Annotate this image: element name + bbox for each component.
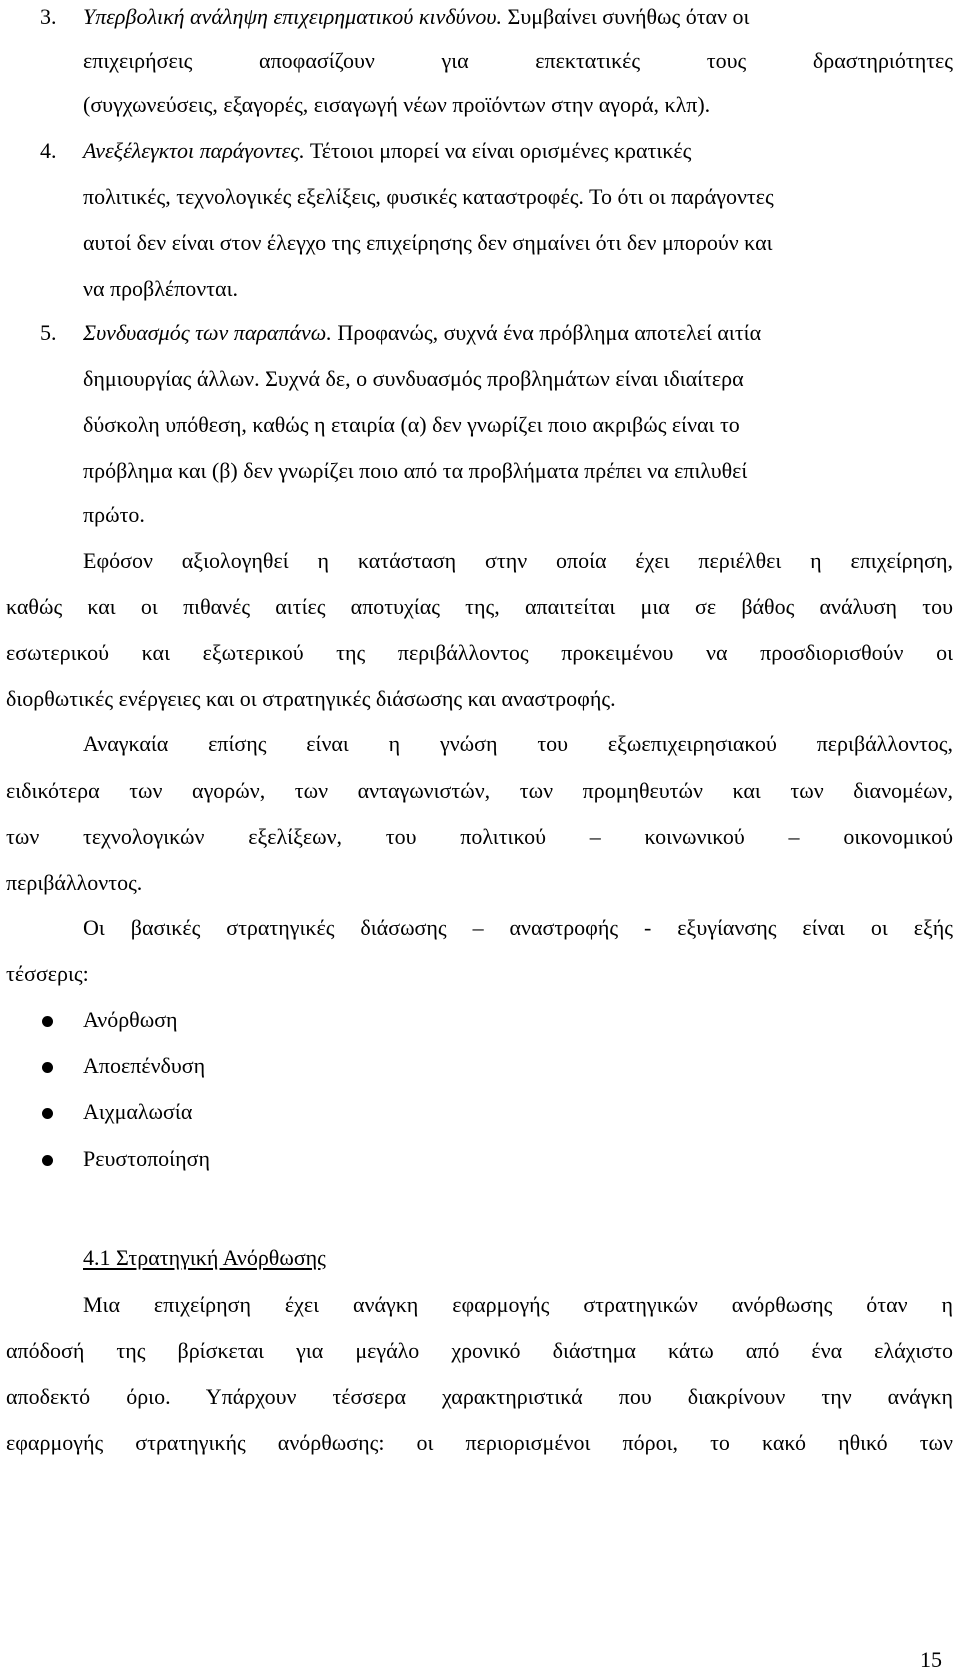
list-text: Συμβαίνει συνήθως όταν οι bbox=[507, 4, 750, 29]
list-line: επιχειρήσεις αποφασίζουν για επεκτατικές τους δραστηριότητες bbox=[83, 48, 953, 73]
list-number: 4. bbox=[40, 138, 57, 163]
bullet-icon bbox=[42, 1062, 53, 1073]
list-text: Προφανώς, συχνά ένα πρόβλημα αποτελεί αιτία bbox=[337, 320, 762, 345]
list-line: δύσκολη υπόθεση, καθώς η εταιρία (α) δεν γνωρίζει ποιο ακριβώς είναι το bbox=[83, 412, 740, 437]
section-line: εφαρμογής στρατηγικής ανόρθωσης: οι περιορισμένοι πόροι, το κακό ηθικό των bbox=[6, 1430, 953, 1455]
list-item-5-first-line bbox=[83, 322, 761, 344]
paragraph-line: καθώς και οι πιθανές αιτίες αποτυχίας της, απαιτείται μια σε βάθος ανάλυση του bbox=[6, 594, 953, 619]
bullet-item: Ρευστοποίηση bbox=[83, 1146, 210, 1171]
bullet-item: Ανόρθωση bbox=[83, 1007, 178, 1032]
list-line: πρώτο. bbox=[83, 502, 145, 527]
list-number: 5. bbox=[40, 320, 57, 345]
list-line: να προβλέπονται. bbox=[83, 276, 238, 301]
list-line: δημιουργίας άλλων. Συχνά δε, ο συνδυασμός προβλημάτων είναι ιδιαίτερα bbox=[83, 366, 744, 391]
bullet-item: Αιχμαλωσία bbox=[83, 1099, 193, 1124]
list-term: Ανεξέλεγκτοι παράγοντες. bbox=[83, 138, 305, 163]
paragraph-line: Αναγκαία επίσης είναι η γνώση του εξωεπιχειρησιακού περιβάλλοντος, bbox=[83, 731, 953, 756]
page-number: 15 bbox=[920, 1647, 942, 1672]
list-line: (συγχωνεύσεις, εξαγορές, εισαγωγή νέων προϊόντων στην αγορά, κλπ). bbox=[83, 92, 711, 117]
list-number: 3. bbox=[40, 4, 57, 29]
paragraph-line: Οι βασικές στρατηγικές διάσωσης – αναστροφής - εξυγίανσης είναι οι εξής bbox=[83, 915, 953, 940]
section-line: απόδοσή της βρίσκεται για μεγάλο χρονικό διάστημα κάτω από ένα ελάχιστο bbox=[6, 1338, 953, 1363]
bullet-icon bbox=[42, 1108, 53, 1119]
paragraph-line: ειδικότερα των αγορών, των ανταγωνιστών, των προμηθευτών και των διανομέων, bbox=[6, 778, 953, 803]
list-line: αυτοί δεν είναι στον έλεγχο της επιχείρησης δεν σημαίνει ότι δεν μπορούν και bbox=[83, 230, 773, 255]
paragraph-line: των τεχνολογικών εξελίξεων, του πολιτικού – κοινωνικού – οικονομικού bbox=[6, 824, 953, 849]
list-text: Τέτοιοι μπορεί να είναι ορισμένες κρατικές bbox=[309, 138, 692, 163]
bullet-icon bbox=[42, 1016, 53, 1027]
list-line: πρόβλημα και (β) δεν γνωρίζει ποιο από τα προβλήματα πρέπει να επιλυθεί bbox=[83, 458, 748, 483]
paragraph-line: τέσσερις: bbox=[6, 961, 89, 986]
list-item-3-first-line bbox=[83, 6, 749, 28]
paragraph-line: διορθωτικές ενέργειες και οι στρατηγικές διάσωσης και αναστροφής. bbox=[6, 686, 616, 711]
section-heading: 4.1 Στρατηγική Ανόρθωσης bbox=[83, 1245, 326, 1270]
list-term: Υπερβολική ανάληψη επιχειρηματικού κινδύνου. bbox=[83, 4, 503, 29]
paragraph-line: εσωτερικού και εξωτερικού της περιβάλλοντος προκειμένου να προσδιορισθούν οι bbox=[6, 640, 953, 665]
list-term: Συνδυασμός των παραπάνω. bbox=[83, 320, 332, 345]
bullet-item: Αποεπένδυση bbox=[83, 1053, 206, 1078]
bullet-icon bbox=[42, 1155, 53, 1166]
paragraph-line: περιβάλλοντος. bbox=[6, 870, 143, 895]
section-line: αποδεκτό όριο. Υπάρχουν τέσσερα χαρακτηριστικά που διακρίνουν την ανάγκη bbox=[6, 1384, 953, 1409]
list-item-4-first-line bbox=[83, 140, 691, 162]
paragraph-line: Εφόσον αξιολογηθεί η κατάσταση στην οποία έχει περιέλθει η επιχείρηση, bbox=[83, 548, 953, 573]
section-line: Μια επιχείρηση έχει ανάγκη εφαρμογής στρατηγικών ανόρθωσης όταν η bbox=[83, 1292, 953, 1317]
list-line: πολιτικές, τεχνολογικές εξελίξεις, φυσικές καταστροφές. Το ότι οι παράγοντες bbox=[83, 184, 774, 209]
